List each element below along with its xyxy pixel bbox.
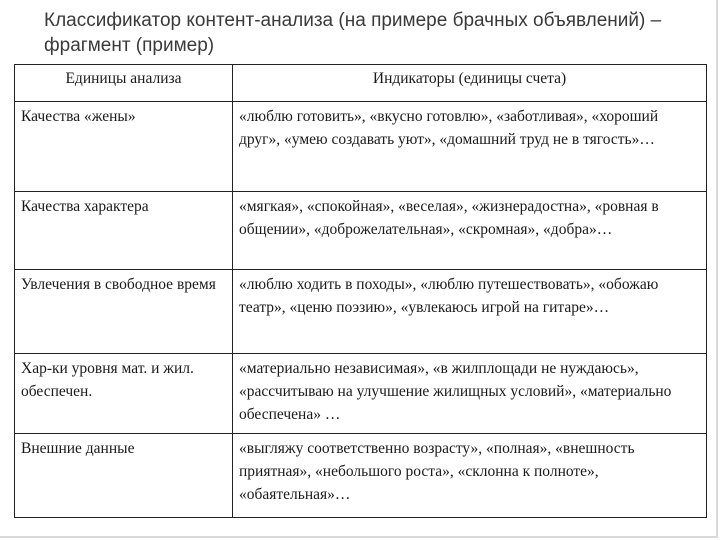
table-row xyxy=(15,102,707,192)
column-header-units: Единицы анализа xyxy=(15,65,233,102)
indicators-cell: «материально независимая», «в жилплощади не нуждаюсь», «рассчитываю на улучшение жилищных условий», «материально обеспечена» … xyxy=(233,354,707,434)
table-row xyxy=(15,192,707,270)
indicators-cell: «выгляжу соответственно возрасту», «полная», «внешность приятная», «небольшого роста», «склонна к полноте», «обаятельная»… xyxy=(233,434,707,518)
indicators-cell: «люблю готовить», «вкусно готовлю», «заботливая», «хороший друг», «умею создавать уют», «домашний труд не в тягость»… xyxy=(233,102,707,192)
unit-cell: Увлечения в свободное время xyxy=(15,270,233,354)
table-row xyxy=(15,354,707,434)
unit-cell: Хар-ки уровня мат. и жил. обеспечен. xyxy=(15,354,233,434)
unit-cell: Внешние данные xyxy=(15,434,233,518)
unit-cell: Качества «жены» xyxy=(15,102,233,192)
table-header-row xyxy=(15,65,707,102)
indicators-cell: «люблю ходить в походы», «люблю путешествовать», «обожаю театр», «ценю поэзию», «увлекаюсь игрой на гитаре»… xyxy=(233,270,707,354)
column-header-indicators: Индикаторы (единицы счета) xyxy=(233,65,707,102)
table-row xyxy=(15,270,707,354)
table-row xyxy=(15,434,707,518)
classifier-table xyxy=(14,64,707,518)
slide-title: Классификатор контент-анализа (на примере брачных объявлений) – фрагмент (пример) xyxy=(44,10,662,56)
unit-cell: Качества характера xyxy=(15,192,233,270)
indicators-cell: «мягкая», «спокойная», «веселая», «жизнерадостна», «ровная в общении», «доброжелательная», «скромная», «добра»… xyxy=(233,192,707,270)
